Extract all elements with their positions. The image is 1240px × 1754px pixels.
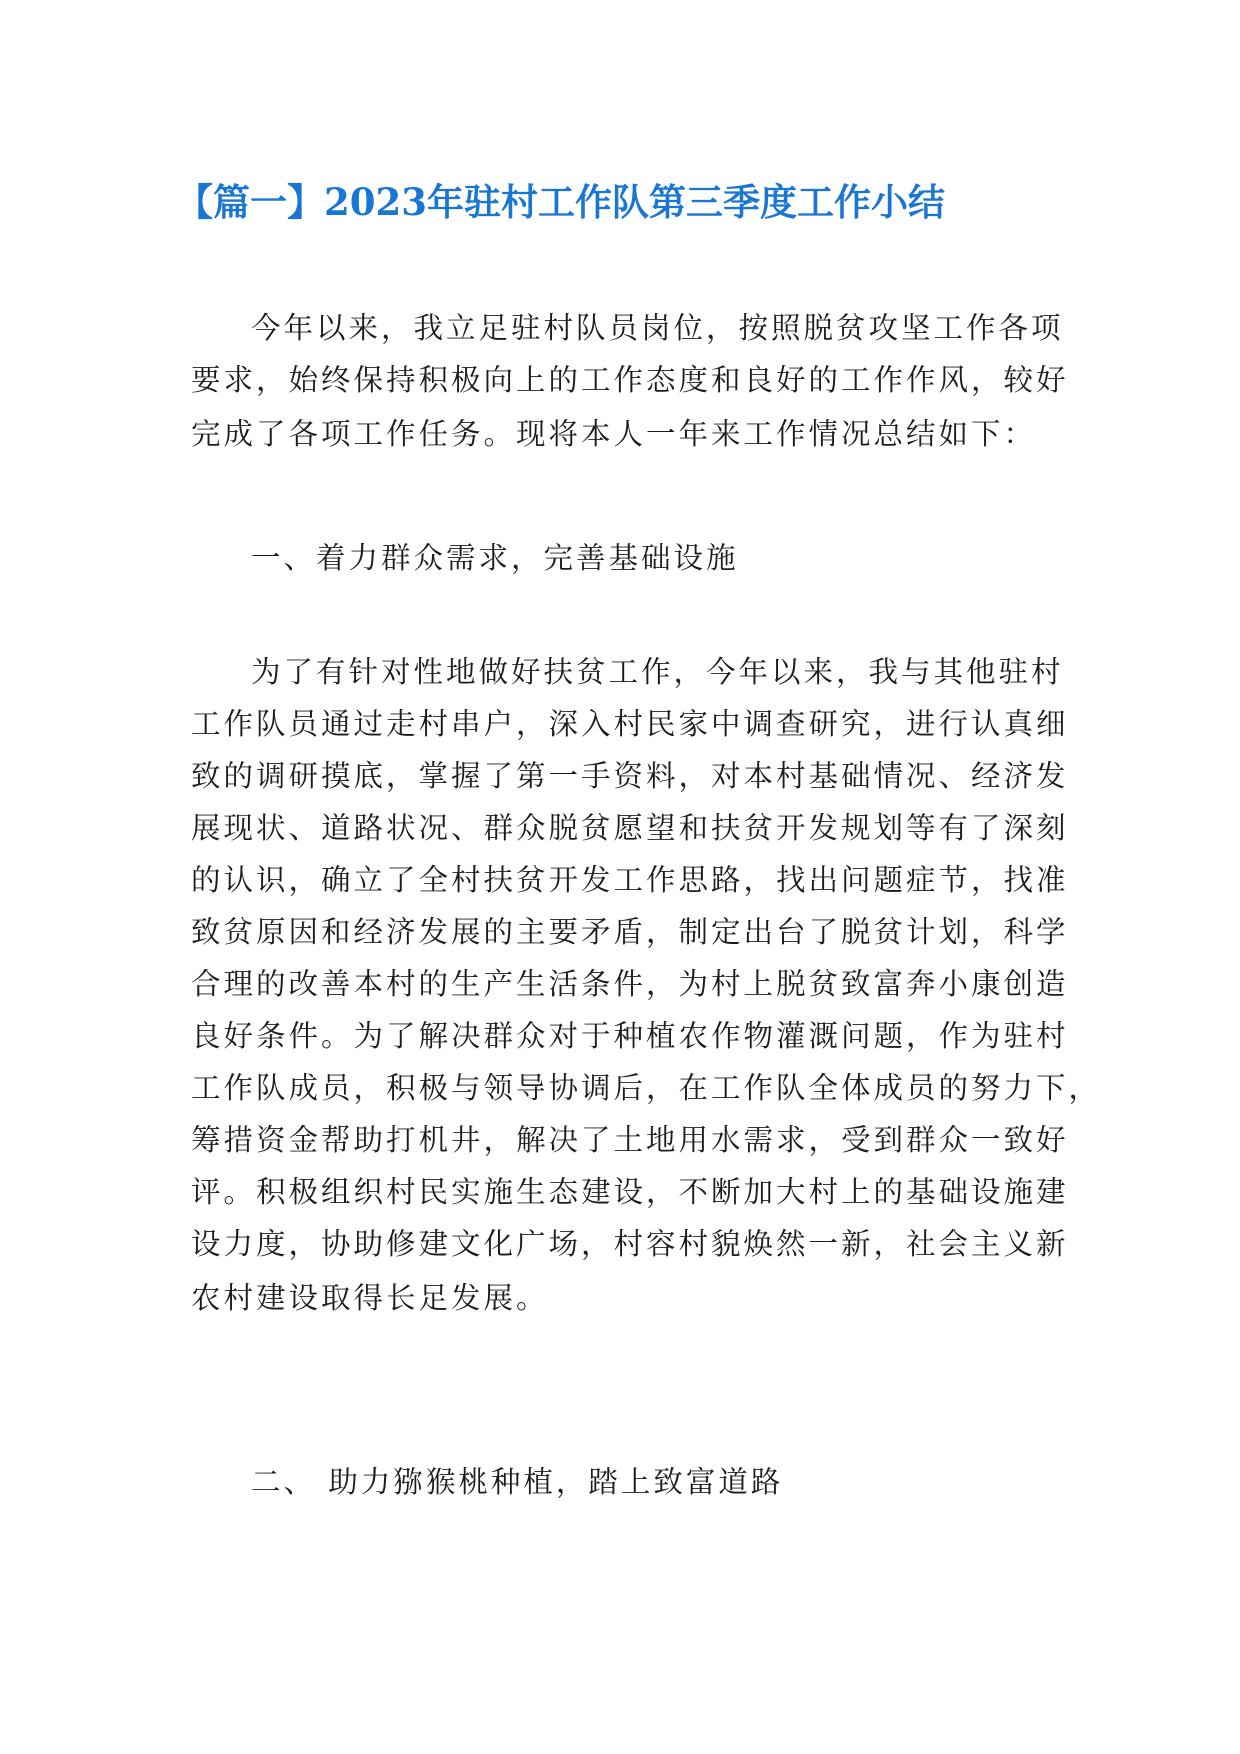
paragraph-line: 设力度，协助修建文化广场，村容村貌焕然一新，社会主义新 — [191, 1227, 1069, 1261]
paragraph-line: 的认识，确立了全村扶贫开发工作思路，找出问题症节，找准 — [191, 863, 1069, 897]
paragraph-line: 为了有针对性地做好扶贫工作，今年以来，我与其他驻村 — [251, 655, 1064, 689]
paragraph-line: 评。积极组织村民实施生态建设，不断加大村上的基础设施建 — [191, 1175, 1069, 1209]
section-heading: 二、 助力猕猴桃种植，踏上致富道路 — [251, 1465, 784, 1499]
paragraph-line: 致的调研摸底，掌握了第一手资料，对本村基础情况、经济发 — [191, 759, 1069, 793]
paragraph-line: 致贫原因和经济发展的主要矛盾，制定出台了脱贫计划，科学 — [191, 915, 1069, 949]
intro-line: 要求，始终保持积极向上的工作态度和良好的工作作风，较好 — [191, 363, 1069, 397]
paragraph-line: 良好条件。为了解决群众对于种植农作物灌溉问题，作为驻村 — [191, 1019, 1069, 1053]
paragraph-line: 合理的改善本村的生产生活条件，为村上脱贫致富奔小康创造 — [191, 967, 1069, 1001]
document-title: 【篇一】2023年驻村工作队第三季度工作小结 — [176, 180, 945, 224]
paragraph-line: 工作队成员，积极与领导协调后，在工作队全体成员的努力下， — [191, 1071, 1102, 1105]
paragraph-line: 工作队员通过走村串户，深入村民家中调查研究，进行认真细 — [191, 707, 1069, 741]
intro-line: 完成了各项工作任务。现将本人一年来工作情况总结如下： — [191, 417, 1037, 451]
paragraph-line: 展现状、道路状况、群众脱贫愿望和扶贫开发规划等有了深刻 — [191, 811, 1069, 845]
paragraph-line: 筹措资金帮助打机井，解决了土地用水需求，受到群众一致好 — [191, 1123, 1069, 1157]
paragraph-line: 农村建设取得长足发展。 — [191, 1281, 549, 1315]
intro-line: 今年以来，我立足驻村队员岗位，按照脱贫攻坚工作各项 — [251, 311, 1064, 345]
section-heading: 一、着力群众需求，完善基础设施 — [251, 541, 739, 575]
